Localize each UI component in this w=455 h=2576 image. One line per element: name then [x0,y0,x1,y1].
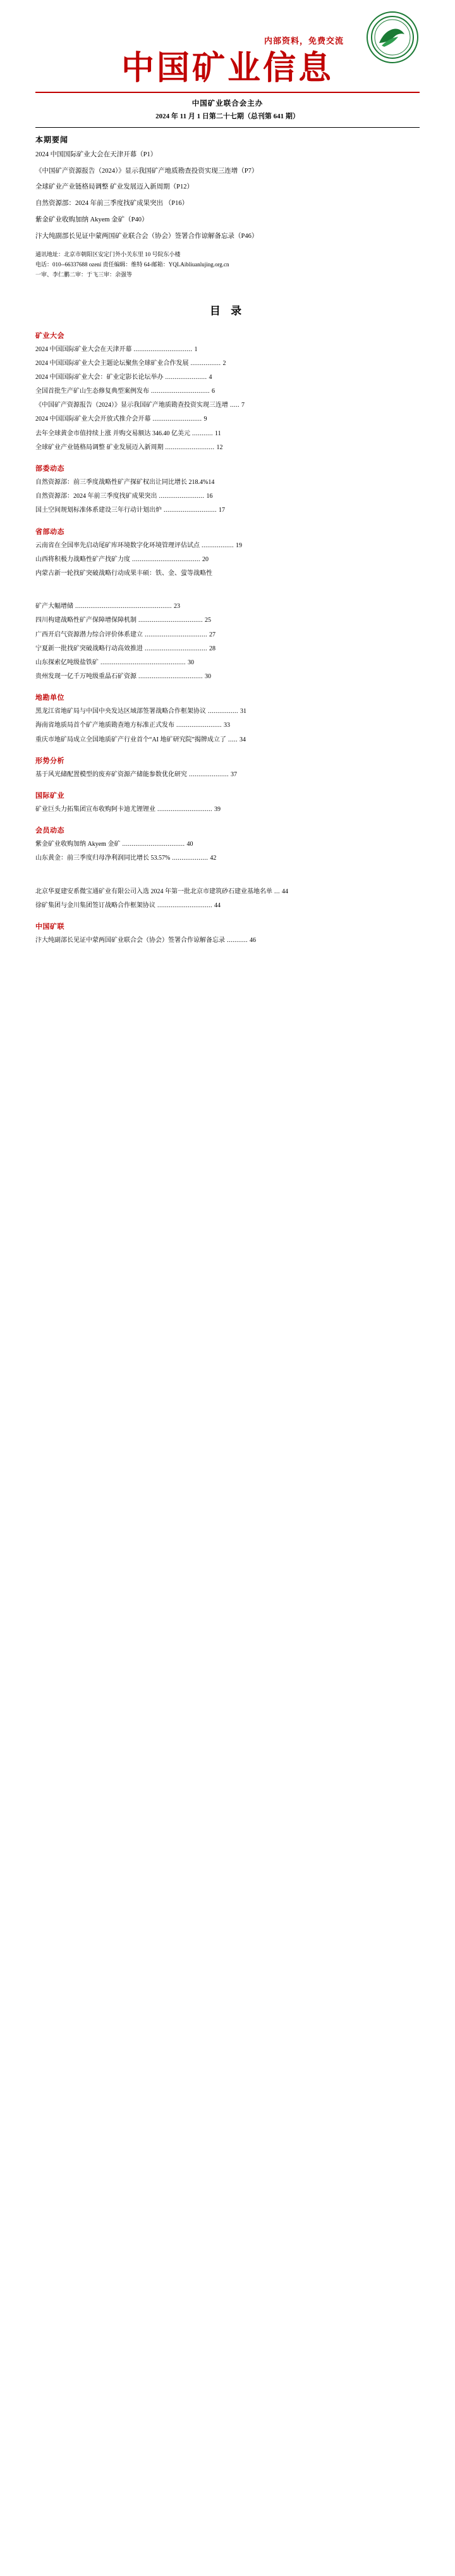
toc-entry-text: 广西开启气资源潜力综合评价体系建立 [35,631,143,638]
toc-entry-page: 28 [209,645,215,652]
divider-red [35,92,420,93]
toc-entry[interactable] [35,541,420,551]
organization-line: 中国矿业联合会主办 [191,99,264,108]
toc-entry-text: 北京华夏建安系微宝通矿业有限公司入选 2024 年第一批北京市建筑砂石建业基地名单 [35,888,272,895]
toc-title: 目 录 [209,304,246,317]
highlight-item: 自然资源部：2024 年前三季度找矿成果突出 （P16） [35,200,189,207]
toc-entry-page: 11 [215,430,221,437]
toc-entry[interactable] [35,345,420,355]
toc-entry-page: 20 [202,555,209,563]
toc-entry-text: 四川构建战略性矿产保障增保障机制 [35,617,136,624]
toc-entry-text: 矿业巨头力拓集团宣布收购阿卡迪尤锂锂业 [35,806,155,814]
toc-entry[interactable] [35,707,420,717]
toc-entry-text: 内蒙古新一轮找矿突破战略行动成果丰硕：铁、金、萤等战略性 [35,569,212,577]
toc-leader-dots: ............................... [149,388,212,395]
toc-entry-page: 25 [205,617,211,624]
contact-phone-email: 电话：010--66337688 ození 责任编辑：维特 64-邮箱：YQLAibliuanlujing.org.cn [35,261,229,268]
toc-entry-text: 矿产大幅增储 [35,603,73,610]
toc-entry-page: 30 [205,673,211,681]
toc-leader-dots: ................................. [143,645,209,652]
toc-entry[interactable] [35,400,420,411]
toc-entry-page: 9 [203,416,207,423]
toc-leader-dots: ...................... [163,373,209,381]
toc-entry[interactable] [35,770,420,780]
toc-category: 省部动态 [35,528,64,536]
toc-leader-dots: .................................... [130,555,202,563]
toc-spacer [35,868,420,887]
toc-leader-dots: .......................... [150,416,204,423]
toc-entry-page: 34 [239,736,246,743]
toc-entry-text: 黑龙江省地矿局与中国中央发达区域部签署战略合作框架协议 [35,708,206,715]
toc-group [35,805,420,815]
toc-entry[interactable] [35,359,420,369]
toc-leader-dots: ........................ [157,493,207,500]
divider-thin [35,127,420,128]
toc-entry-page: 30 [188,659,194,666]
toc-group [35,936,420,946]
toc-body [35,330,420,946]
toc-group [35,707,420,745]
toc-category: 部委动态 [35,465,64,473]
toc-leader-dots: ................... [170,855,210,862]
toc-entry-page: 42 [210,855,217,862]
toc-category: 矿业大会 [35,331,64,340]
toc-category: 地勘单位 [35,694,64,702]
toc-entry-text: 贵州发现一亿千万吨级重晶石矿资源 [35,673,136,681]
toc-group [35,345,420,454]
toc-entry-text: 紫金矿业收购加纳 Akyem 金矿 [35,841,121,848]
toc-entry-page: 16 [206,493,213,500]
toc-entry-text: 重庆市地矿局成立全国地质矿产行业首个“AI 地矿研究院”揭牌成立了 [35,736,226,743]
toc-entry-page: 19 [236,542,242,549]
toc-entry-text: 2024 中国国际矿业大会在天津开幕 [35,345,132,353]
issue-line: 2024 年 11 月 1 日第二十七期（总刊第 641 期） [155,112,300,120]
toc-entry[interactable] [35,373,420,383]
toc-entry[interactable] [35,672,420,682]
table-of-contents [0,302,455,946]
toc-entry-text: 自然资源部：2024 年前三季度找矿成果突出 [35,493,157,500]
toc-leader-dots: ............................ [162,507,219,514]
toc-leader-dots: .......................... [163,443,217,451]
toc-group [35,770,420,780]
toc-entry-text: 《中国矿产资源报告（2024）》显示我国矿产地质勘查投资实现三连增 [35,402,228,409]
toc-entry[interactable] [35,887,420,897]
toc-entry-page: 2 [222,359,226,367]
toc-entry[interactable] [35,414,420,424]
toc-entry-page: 40 [186,841,193,848]
toc-entry-text: 国土空间规划标准体系建设三年行动计划出炉 [35,507,162,514]
highlight-item: 全球矿业产业链格局调整 矿业发展迈入新周期（P12） [35,183,193,191]
toc-entry[interactable] [35,735,420,745]
toc-entry[interactable] [35,602,420,612]
toc-entry-page: 44 [282,888,288,895]
toc-entry[interactable] [35,443,420,453]
toc-leader-dots: ................ [206,708,240,715]
contact-address: 通讯地址：北京市朝阳区安定门外小关东里 10 号院东小楼 [35,251,181,258]
toc-entry-page: 6 [212,388,215,395]
toc-entry-page: 7 [241,402,245,409]
toc-spacer [35,583,420,602]
toc-entry-text: 去年全球黄金市值持续上涨 并购交易额达 346.40 亿美元 [35,430,190,437]
toc-entry[interactable] [35,616,420,626]
toc-entry-page: 4 [209,373,212,381]
toc-group [35,541,420,579]
toc-entry-text: 全球矿业产业链格局调整 矿业发展迈入新周期 [35,443,164,451]
toc-leader-dots: ................ [188,359,223,367]
toc-entry-page: 23 [174,603,180,610]
toc-entry-page: 39 [214,806,221,814]
highlight-item: 《中国矿产资源报告（2024）》显示我国矿产地质勘查投资实现三连增（P7） [35,167,258,175]
toc-entry-text: 宁夏新一批找矿突破战略行动高效推进 [35,645,143,652]
cover-slogan: 内部资料，免费交流 [264,36,344,46]
toc-entry-page: 37 [231,771,237,778]
toc-group [35,887,420,911]
toc-entry[interactable] [35,630,420,640]
toc-entry-text: 2024 中国国际矿业大会主题论坛聚焦全球矿业合作发展 [35,359,189,367]
toc-leader-dots: ................................. [143,631,209,638]
toc-leader-dots: ..................... [187,771,231,778]
cover-block [0,0,455,280]
highlight-item: 汴大纯副部长见证中蒙两国矿业联合会（协会）签署合作谅解备忘录（P46） [35,232,258,240]
toc-entry-page: 33 [224,722,230,729]
toc-leader-dots: ........................ [174,722,224,729]
highlight-item: 2024 中国国际矿业大会在天津开幕（P1） [35,151,157,158]
toc-leader-dots: ............................. [155,901,214,909]
toc-leader-dots: ... [272,888,282,895]
toc-leader-dots: ................. [200,542,236,549]
toc-leader-dots: ..... [226,736,240,743]
toc-leader-dots: ................................. [120,841,187,848]
toc-leader-dots: .................................. [136,617,205,624]
highlight-item: 紫金矿业收购加纳 Akyem 金矿（P40） [35,216,149,223]
toc-leader-dots: ............................... [131,345,195,353]
organization-emblem-icon [367,11,418,63]
toc-entry[interactable] [35,387,420,397]
toc-entry[interactable] [35,555,420,565]
toc-entry[interactable] [35,478,420,488]
toc-entry[interactable] [35,721,420,731]
toc-entry[interactable] [35,936,420,946]
toc-leader-dots: ................................................... [73,603,174,610]
toc-entry-text: 海南省地质局首个矿产地质勘查地方标准正式发布 [35,722,174,729]
toc-leader-dots: ........... [225,936,250,944]
toc-entry-text: 全国首批生产矿山生态修复典型案例发布 [35,388,149,395]
toc-category: 形势分析 [35,757,64,765]
toc-entry-text: 自然资源部：前三季度战略性矿产探矿权出让同比增长 218.4%14 [35,479,215,486]
toc-entry-text: 2024 中国国际矿业大会：矿业定影长论坛举办 [35,373,164,381]
toc-entry-text: 徐矿集团与金川集团签订战略合作框架协议 [35,901,155,909]
toc-leader-dots: ............................................. [99,659,188,666]
contact-editors: 一审、李仁鹏二审：于飞三审：余强等 [35,271,133,278]
toc-entry-text: 山东探索亿吨级盐铁矿 [35,659,99,666]
toc-entry[interactable] [35,644,420,654]
toc-entry-text: 基于风光储配置模型的废弃矿资源产储能参数优化研究 [35,771,187,778]
toc-leader-dots: ..... [228,402,241,409]
toc-entry[interactable] [35,429,420,439]
toc-entry-text: 云南省在全国率先启动尾矿库环境数字化环境管理评估试点 [35,542,200,549]
toc-entry-text: 汴大纯副部长见证中蒙两国矿业联合会（协会）签署合作谅解备忘录 [35,936,225,944]
toc-entry-page: 44 [214,901,221,909]
contact-block [35,250,420,280]
toc-entry-page: 27 [209,631,215,638]
toc-category: 中国矿联 [35,922,64,931]
highlights-heading: 本期要闻 [35,135,69,144]
toc-entry[interactable] [35,839,420,850]
toc-entry[interactable] [35,805,420,815]
toc-entry-text: 山西将积极力战略性矿产找矿力度 [35,555,130,563]
toc-entry[interactable] [35,901,420,911]
toc-leader-dots: .................................. [136,673,205,681]
toc-category: 国际矿业 [35,792,64,800]
toc-leader-dots: ............................. [155,806,214,814]
toc-entry[interactable] [35,505,420,516]
toc-leader-dots: ........... [190,430,215,437]
toc-entry-page: 46 [250,936,256,944]
page-title: 中国矿业信息 [121,51,334,87]
toc-entry-text: 山东黄金：前三季度归母净利润同比增长 53.57% [35,855,171,862]
toc-entry-page: 1 [194,345,198,353]
toc-group [35,602,420,682]
toc-entry-page: 31 [240,708,246,715]
toc-entry[interactable] [35,658,420,668]
toc-entry-page: 12 [216,443,223,451]
toc-entry-text: 2024 中国国际矿业大会开放式推介会开幕 [35,416,151,423]
toc-category: 会员动态 [35,827,64,835]
toc-entry[interactable] [35,492,420,502]
toc-entry[interactable] [35,569,420,579]
toc-group [35,478,420,516]
toc-entry[interactable] [35,853,420,864]
toc-group [35,839,420,864]
toc-entry-page: 17 [219,507,225,514]
